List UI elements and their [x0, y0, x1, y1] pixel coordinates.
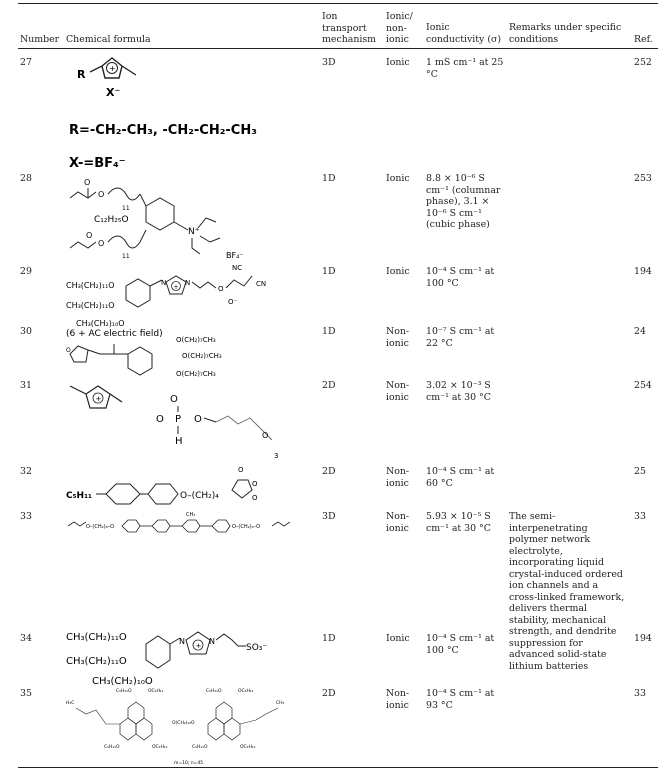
svg-text:CH₃(CH₂)₁₁O: CH₃(CH₂)₁₁O — [66, 281, 115, 290]
svg-text:11: 11 — [122, 253, 130, 260]
svg-text:O: O — [238, 466, 244, 474]
svg-text:O: O — [218, 285, 224, 293]
row-32-number: 32 — [20, 466, 32, 477]
svg-text:P: P — [175, 414, 182, 425]
svg-text:(6 + AC electric field): (6 + AC electric field) — [66, 329, 163, 338]
header-ref: Ref. — [634, 34, 653, 45]
formula-29 — [66, 258, 316, 338]
row-27-mechanism: 3D — [322, 57, 336, 68]
row-35-number: 35 — [20, 688, 32, 699]
row-35-ref: 33 — [634, 688, 646, 699]
svg-text:N: N — [179, 637, 185, 646]
row-33-number: 33 — [20, 511, 32, 522]
row-33-mechanism: 3D — [322, 511, 336, 522]
svg-text:C₅H₁₁O: C₅H₁₁O — [104, 745, 120, 750]
svg-text:N: N — [161, 279, 167, 287]
svg-text:SO₃⁻: SO₃⁻ — [246, 643, 268, 653]
svg-text:R: R — [77, 68, 86, 81]
row-28-ref: 253 — [634, 173, 652, 184]
svg-text:C₁₂H₂₅O: C₁₂H₂₅O — [94, 215, 129, 225]
svg-text:+: + — [195, 642, 202, 650]
header-number: Number — [20, 34, 60, 45]
header-mechanism: Ion transport mechanism — [322, 11, 377, 45]
formula-31 — [66, 378, 286, 460]
header-formula: Chemical formula — [66, 34, 151, 45]
row-27-conductivity: 1 mS cm⁻¹ at 25 °C — [426, 57, 504, 80]
svg-text:O: O — [86, 231, 93, 240]
svg-text:+: + — [173, 284, 179, 291]
row-27-ref: 252 — [634, 57, 652, 68]
svg-text:+: + — [109, 64, 116, 73]
row-29-mechanism: 1D — [322, 266, 336, 277]
svg-text:N: N — [185, 279, 191, 287]
svg-text:O: O — [156, 414, 164, 425]
formula-27 — [66, 50, 306, 172]
svg-text:CH₃(CH₂)₁₀O: CH₃(CH₂)₁₀O — [76, 319, 125, 328]
svg-text:CH₃(CH₂)₁₁O: CH₃(CH₂)₁₁O — [66, 301, 115, 310]
row-28-conductivity: 8.8 × 10⁻⁶ S cm⁻¹ (columnar phase), 3.1 × 10⁻⁶ S cm⁻¹ (cubic phase) — [426, 173, 501, 230]
row-33-conductivity: 5.93 × 10⁻⁵ S cm⁻¹ at 30 °C — [426, 511, 491, 534]
header-rule — [18, 48, 658, 49]
row-29-number: 29 — [20, 266, 32, 277]
row-31-conductivity: 3.02 × 10⁻³ S cm⁻¹ at 30 °C — [426, 380, 491, 403]
row-29-ref: 194 — [634, 266, 652, 277]
formula-33 — [66, 510, 316, 538]
svg-text:C₅H₁₁O: C₅H₁₁O — [192, 745, 208, 750]
row-30-number: 30 — [20, 326, 32, 337]
svg-text:H₃C: H₃C — [66, 701, 75, 706]
svg-text:O(CH₂)₇CH₃: O(CH₂)₇CH₃ — [176, 336, 216, 344]
formula-32 — [66, 460, 296, 506]
svg-text:N: N — [209, 637, 215, 646]
svg-text:C₅H₁₁: C₅H₁₁ — [66, 491, 92, 501]
svg-text:3: 3 — [274, 452, 279, 460]
svg-text:X-=BF₄⁻: X-=BF₄⁻ — [69, 156, 126, 171]
row-32-conductivity: 10⁻⁴ S cm⁻¹ at 60 °C — [426, 466, 495, 489]
svg-text:C₅H₁₁O: C₅H₁₁O — [116, 689, 132, 694]
row-28-ionic: Ionic — [386, 173, 410, 184]
row-28-number: 28 — [20, 173, 32, 184]
svg-text:O: O — [252, 480, 258, 488]
svg-text:OC₅H₁₁: OC₅H₁₁ — [148, 689, 164, 694]
svg-text:+: + — [95, 395, 102, 403]
row-32-ionic: Non-ionic — [386, 466, 410, 489]
svg-text:N⁺: N⁺ — [188, 227, 200, 237]
row-31-ionic: Non-ionic — [386, 380, 410, 403]
svg-text:OC₅H₁₁: OC₅H₁₁ — [240, 745, 256, 750]
svg-text:O–(CH₂)₆–O: O–(CH₂)₆–O — [86, 524, 115, 530]
row-31-ref: 254 — [634, 380, 652, 391]
row-35-conductivity: 10⁻⁴ S cm⁻¹ at 93 °C — [426, 688, 495, 711]
svg-text:OC₅H₁₁: OC₅H₁₁ — [238, 689, 254, 694]
row-29-ionic: Ionic — [386, 266, 410, 277]
svg-text:H: H — [175, 436, 183, 447]
row-31-number: 31 — [20, 380, 32, 391]
header-remarks: Remarks under specific conditions — [509, 22, 622, 45]
svg-text:CH₃(CH₂)₁₁O: CH₃(CH₂)₁₁O — [66, 632, 127, 643]
svg-text:OC₅H₁₁: OC₅H₁₁ — [152, 745, 168, 750]
row-27-number: 27 — [20, 57, 32, 68]
top-rule — [18, 3, 658, 4]
row-27-ionic: Ionic — [386, 57, 410, 68]
svg-text:m=10; n=45: m=10; n=45 — [174, 761, 204, 766]
row-34-ref: 194 — [634, 633, 652, 644]
row-34-number: 34 — [20, 633, 32, 644]
row-35-mechanism: 2D — [322, 688, 336, 699]
row-33-ionic: Non-ionic — [386, 511, 410, 534]
svg-text:O(CH₂)₇CH₃: O(CH₂)₇CH₃ — [182, 352, 222, 360]
formula-28 — [66, 170, 266, 262]
row-34-conductivity: 10⁻⁴ S cm⁻¹ at 100 °C — [426, 633, 495, 656]
svg-text:O: O — [252, 494, 258, 502]
svg-text:R=-CH₂-CH₃, -CH₂-CH₂-CH₃: R=-CH₂-CH₃, -CH₂-CH₂-CH₃ — [69, 123, 257, 138]
svg-text:11: 11 — [122, 205, 130, 212]
svg-text:O–(CH₂)₆–O: O–(CH₂)₆–O — [232, 524, 261, 530]
row-30-ref: 24 — [634, 326, 646, 337]
row-34-mechanism: 1D — [322, 633, 336, 644]
header-ionic: Ionic/ non-ionic — [386, 11, 413, 45]
svg-text:X⁻: X⁻ — [106, 86, 121, 99]
row-34-ionic: Ionic — [386, 633, 410, 644]
row-31-mechanism: 2D — [322, 380, 336, 391]
svg-text:CH₃: CH₃ — [186, 512, 196, 518]
svg-text:O(CH₂)₁₀O: O(CH₂)₁₀O — [172, 721, 195, 726]
svg-text:BF₄⁻: BF₄⁻ — [226, 251, 244, 260]
svg-text:CN: CN — [256, 280, 267, 288]
row-30-mechanism: 1D — [322, 326, 336, 337]
formula-35 — [66, 684, 316, 768]
row-35-ionic: Non-ionic — [386, 688, 410, 711]
row-32-mechanism: 2D — [322, 466, 336, 477]
svg-text:CH₃(CH₂)₁₁O: CH₃(CH₂)₁₁O — [66, 656, 127, 667]
svg-text:O(CH₂)₇CH₃: O(CH₂)₇CH₃ — [176, 370, 216, 378]
row-30-ionic: Non-ionic — [386, 326, 410, 349]
row-32-ref: 25 — [634, 466, 646, 477]
formula-34 — [66, 624, 306, 686]
svg-text:CH₃: CH₃ — [276, 701, 285, 706]
row-30-conductivity: 10⁻⁷ S cm⁻¹ at 22 °C — [426, 326, 495, 349]
row-33-ref: 33 — [634, 511, 646, 522]
svg-text:O: O — [66, 347, 71, 354]
svg-text:O–(CH₂)₄: O–(CH₂)₄ — [180, 491, 219, 501]
header-conductivity: Ionic conductivity (σ) — [426, 22, 502, 45]
svg-text:O: O — [194, 414, 202, 425]
svg-text:O: O — [170, 394, 178, 405]
svg-text:CH₃(CH₂)₁₀O: CH₃(CH₂)₁₀O — [92, 676, 153, 686]
svg-text:O: O — [84, 178, 91, 187]
row-28-mechanism: 1D — [322, 173, 336, 184]
row-29-conductivity: 10⁻⁴ S cm⁻¹ at 100 °C — [426, 266, 495, 289]
svg-text:O: O — [262, 431, 269, 440]
svg-text:O: O — [98, 190, 105, 199]
svg-text:O⁻: O⁻ — [228, 298, 238, 306]
svg-text:O: O — [98, 239, 105, 248]
svg-text:NC: NC — [232, 264, 243, 272]
svg-text:C₅H₁₁O: C₅H₁₁O — [206, 689, 222, 694]
formula-30 — [66, 334, 266, 382]
row-33-remarks: The semi-interpenetrating polymer network electrolyte, incorporating liquid crystal-induced ordered ion channels and a cross-linked framework, delivers thermal stability, mechanical strength, and dendrite suppression for advanced solid-state lithium batteries — [509, 511, 625, 672]
